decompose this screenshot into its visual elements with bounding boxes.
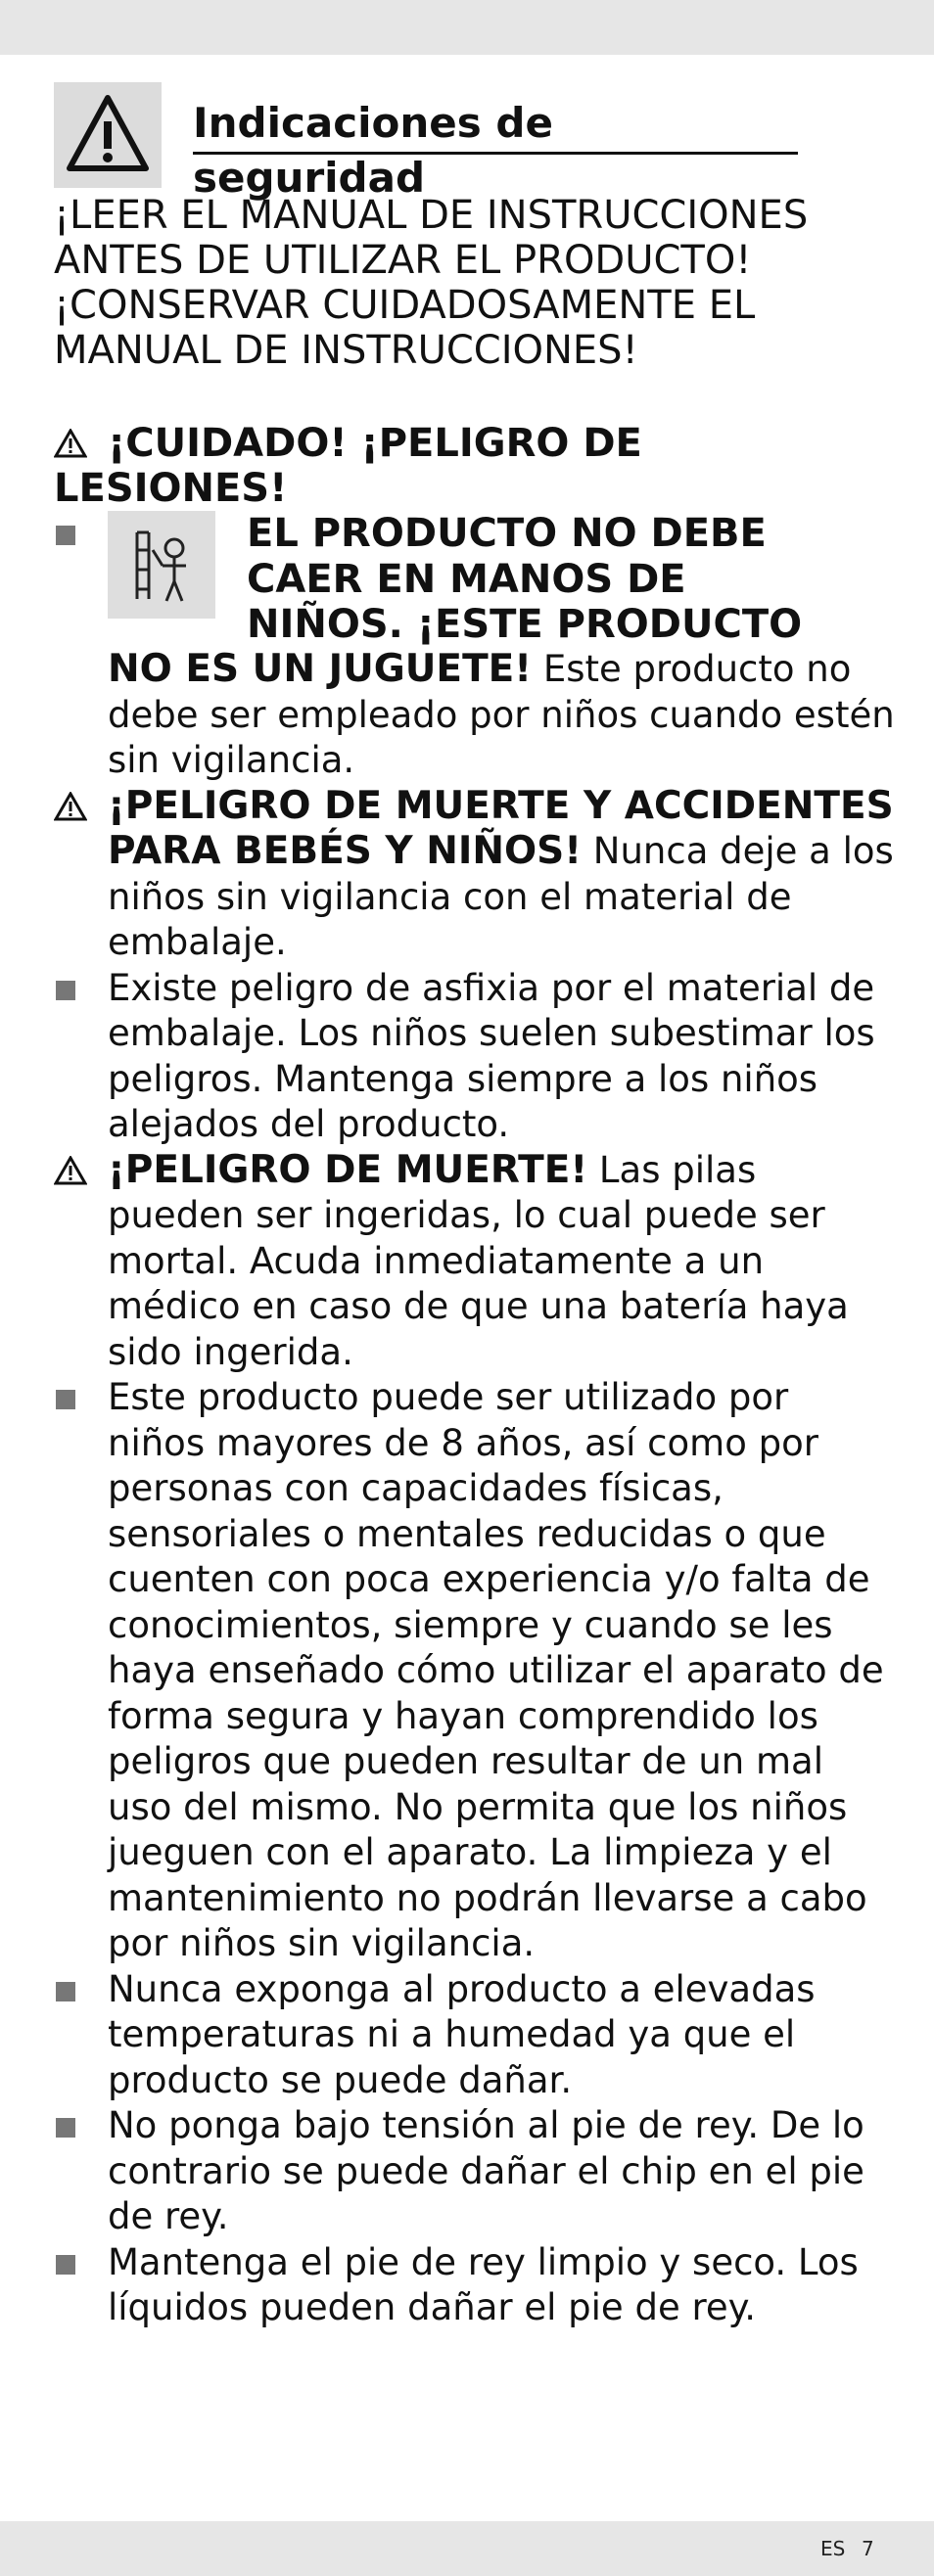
child-hazard-icon (108, 511, 215, 619)
bullet-square (54, 1375, 108, 1421)
list-item-tension (54, 2103, 896, 2240)
top-margin-band (0, 0, 934, 55)
intro-notice (54, 193, 896, 373)
intro-line: ¡LEER EL MANUAL DE INSTRUCCIONES (54, 193, 809, 238)
bullet-square (54, 1967, 108, 2013)
body-text: Nunca exponga al producto a elevadas temperaturas ni a humedad ya que el producto se puede dañar. (108, 1967, 816, 2101)
footer-band (0, 2521, 934, 2576)
safety-list (54, 421, 896, 2331)
body-text: Este producto puede ser utilizado por niños mayores de 8 años, así como por personas con capacidades físicas, sensoriales o mentales reducidas o que cuenten con poca experiencia y/o falta de conocimientos, siempre y cuando se les haya enseñado cómo utilizar el aparato de forma segura y hayan comprendido los peligros que pueden resultar de un mal uso del mismo. No permita que los niños jueguen con el aparato. La limpieza y el mantenimiento no podrán llevarse a cabo por niños sin vigilancia. (108, 1376, 884, 1964)
body-text: Este producto no debe ser empleado por niños cuando estén sin vigilancia. (108, 648, 895, 781)
intro-line: ANTES DE UTILIZAR EL PRODUCTO! (54, 238, 752, 283)
body-text: Existe peligro de asfixia por el material de embalaje. Los niños suelen subestimar los peligros. Mantenga siempre a los niños alejados del producto. (108, 966, 875, 1145)
list-item-children (54, 511, 896, 647)
warning-small-icon (54, 1148, 108, 1197)
bold-text: NO ES UN JUGUETE! (108, 647, 533, 691)
bold-text: ¡PELIGRO DE MUERTE! (108, 1147, 588, 1192)
bold-line: CAER EN MANOS DE (247, 556, 686, 602)
body-text: Las pilas pueden ser ingeridas, lo cual puede ser mortal. Acuda inmediatamente a un médico en caso de que una batería haya sido ingerida. (108, 1148, 849, 1373)
warning-death-batteries (54, 1148, 896, 1376)
footer-language: ES (820, 2537, 846, 2560)
warning-head-line: ¡CUIDADO! ¡PELIGRO DE (108, 421, 642, 466)
bold-line: EL PRODUCTO NO DEBE (247, 511, 767, 556)
intro-line: ¡CONSERVAR CUIDADOSAMENTE EL (54, 283, 756, 328)
bullet-square (54, 2103, 108, 2149)
warning-triangle-icon (54, 82, 162, 188)
list-item-children-cont (54, 647, 896, 784)
warning-death-babies (54, 784, 896, 966)
bullet-square (54, 511, 108, 557)
list-item-temperature (54, 1967, 896, 2104)
bullet-square (54, 2240, 108, 2286)
body-text: Nunca deje a los niños sin vigilancia con el material de embalaje. (108, 830, 894, 963)
warning-head-line: LESIONES! (54, 466, 288, 511)
warning-small-icon (54, 784, 108, 833)
list-item-asphyxia (54, 966, 896, 1148)
bold-line: NIÑOS. ¡ESTE PRODUCTO (247, 602, 803, 647)
section-title: Indicaciones de seguridad (193, 96, 798, 155)
list-item-age (54, 1375, 896, 1967)
bold-text: ¡PELIGRO DE MUERTE Y ACCIDENTES PARA BEBÉS Y NIÑOS! (108, 783, 894, 873)
list-item-clean (54, 2240, 896, 2331)
page-number: 7 (862, 2537, 874, 2560)
body-text: No ponga bajo tensión al pie de rey. De lo contrario se puede dañar el chip en el pie de rey. (108, 2104, 864, 2237)
intro-line: MANUAL DE INSTRUCCIONES! (54, 328, 638, 373)
warning-small-icon (54, 421, 108, 468)
warning-injury (54, 421, 896, 466)
bullet-square (54, 966, 108, 1012)
body-text: Mantenga el pie de rey limpio y seco. Los líquidos pueden dañar el pie de rey. (108, 2240, 859, 2328)
